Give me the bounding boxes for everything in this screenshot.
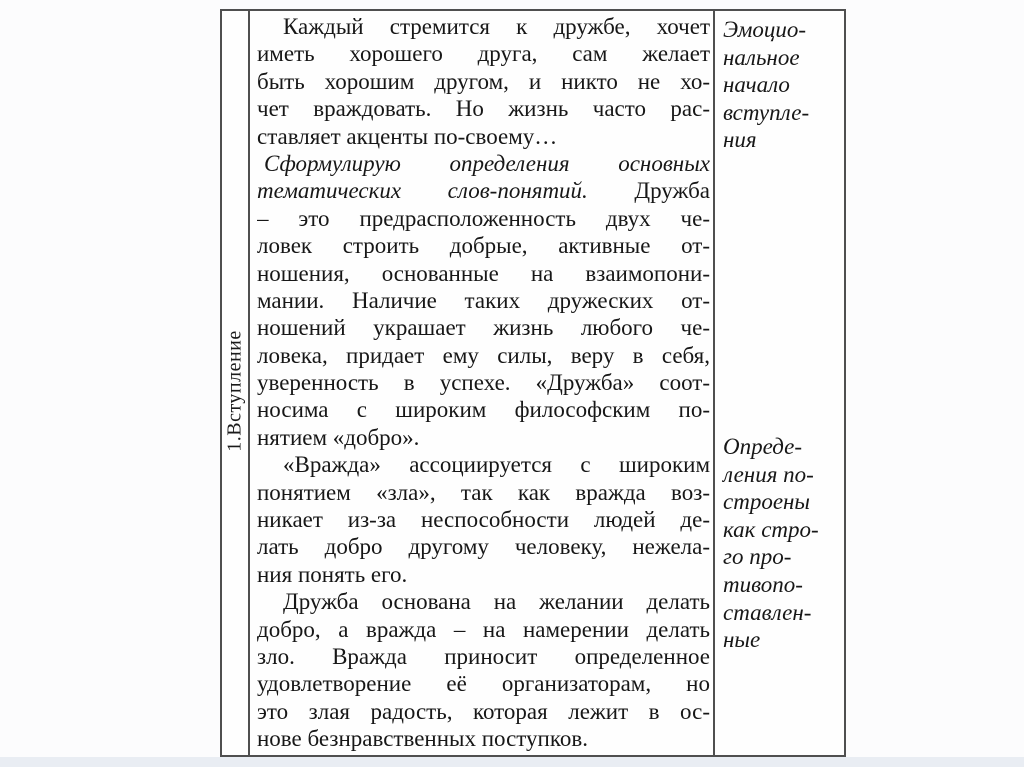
table-column-essay-text [250, 11, 715, 755]
essay-text-line [257, 588, 710, 615]
essay-text-line [257, 95, 710, 122]
essay-text-line [257, 314, 710, 341]
essay-text-segment: лать добро другому человеку, нежела- [257, 534, 710, 560]
essay-text-segment: иметь хорошего друга, сам желает [257, 41, 710, 67]
essay-text-segment: «Вражда» ассоциируется с широким [283, 452, 710, 478]
essay-text-segment: это злая радость, которая лежит в ос- [257, 698, 710, 724]
essay-text-segment: Дружба [587, 178, 710, 204]
essay-text-segment: чет враждовать. Но жизнь часто рас- [257, 96, 710, 122]
annotation-line: Опреде- [723, 434, 803, 459]
essay-text-line [257, 123, 710, 150]
essay-text-line [257, 533, 710, 560]
annotation-line: тивопо- [723, 571, 803, 597]
essay-text-line [257, 205, 710, 232]
annotation-block [723, 16, 842, 154]
essay-text-segment-italic: Сформулирую определения основных [264, 150, 710, 176]
annotation-line: вступле- [723, 99, 810, 125]
essay-text-line [257, 643, 710, 670]
analysis-table [220, 9, 846, 757]
essay-text-segment: зло. Вражда приносит определенное [257, 643, 710, 669]
essay-text-segment: ловек строить добрые, активные от- [257, 233, 710, 259]
essay-text-line [257, 424, 710, 451]
essay-text-segment: ния понять его. [257, 561, 408, 587]
essay-text-segment: Дружба основана на желании делать [283, 589, 710, 615]
essay-text-segment: нове безнравственных поступков. [257, 726, 588, 752]
annotation-line: как стро- [723, 516, 819, 542]
essay-text-segment: быть хорошим другом, и никто не хо- [257, 68, 710, 94]
essay-text-line [257, 232, 710, 259]
section-label-vertical: 1.Вступление [223, 330, 246, 452]
annotation-line: ния [723, 127, 757, 153]
annotation-line: го про- [723, 544, 792, 570]
essay-text-line [257, 260, 710, 287]
essay-text-line [257, 13, 710, 40]
table-column-section-label [222, 11, 250, 755]
essay-text-line [257, 670, 710, 697]
essay-text-segment: ношения, основанные на взаимопони- [257, 260, 710, 286]
table-column-annotations [715, 11, 844, 755]
annotation-line: ставлен- [723, 599, 812, 625]
essay-text-segment: уверенность в успехе. «Дружба» соот- [257, 370, 710, 396]
bottom-strip-divider [0, 757, 1024, 767]
essay-text-line [257, 287, 710, 314]
annotation-line: строены [723, 489, 811, 515]
essay-text-line [257, 698, 710, 725]
essay-text-segment: ловека, придает ему силы, веру в себя, [257, 342, 710, 368]
annotation-line: ные [723, 627, 761, 653]
essay-text-segment-italic: тематических слов-понятий. [257, 178, 588, 204]
annotation-line: начало [723, 72, 790, 98]
essay-text-segment: ношений украшает жизнь любого че- [257, 315, 710, 341]
essay-text-line [257, 150, 710, 177]
essay-text-segment: нятием «добро». [257, 424, 420, 450]
essay-text-segment: удовлетворение её организаторам, но [257, 671, 710, 697]
essay-text-line [257, 342, 710, 369]
annotation-line: Эмоцио- [723, 17, 807, 42]
essay-text-segment: Каждый стремится к дружбе, хочет [283, 14, 710, 39]
essay-text-line [257, 177, 710, 204]
essay-text-line [257, 725, 710, 752]
essay-text-segment: ставляет акценты по-своему… [257, 123, 558, 149]
essay-text-line [257, 396, 710, 423]
annotation-block [723, 433, 842, 654]
essay-text-line [257, 68, 710, 95]
essay-text-line [257, 451, 710, 478]
essay-text-segment: никает из-за неспособности людей де- [257, 507, 710, 533]
essay-text-line [257, 561, 710, 588]
essay-text-segment: добро, а вражда – на намерении делать [257, 616, 710, 642]
essay-text-line [257, 479, 710, 506]
essay-text-line [257, 369, 710, 396]
essay-text-segment: – это предрасположенность двух че- [257, 205, 710, 231]
annotation-line: ления по- [723, 461, 814, 487]
essay-text-line [257, 40, 710, 67]
annotation-line: нальное [723, 44, 800, 70]
essay-text-line [257, 506, 710, 533]
essay-text-segment: мании. Наличие таких дружеских от- [257, 287, 710, 313]
essay-text-segment: понятием «зла», так как вражда воз- [257, 479, 710, 505]
essay-text-segment: носима с широким философским по- [257, 397, 710, 423]
essay-text-line [257, 616, 710, 643]
